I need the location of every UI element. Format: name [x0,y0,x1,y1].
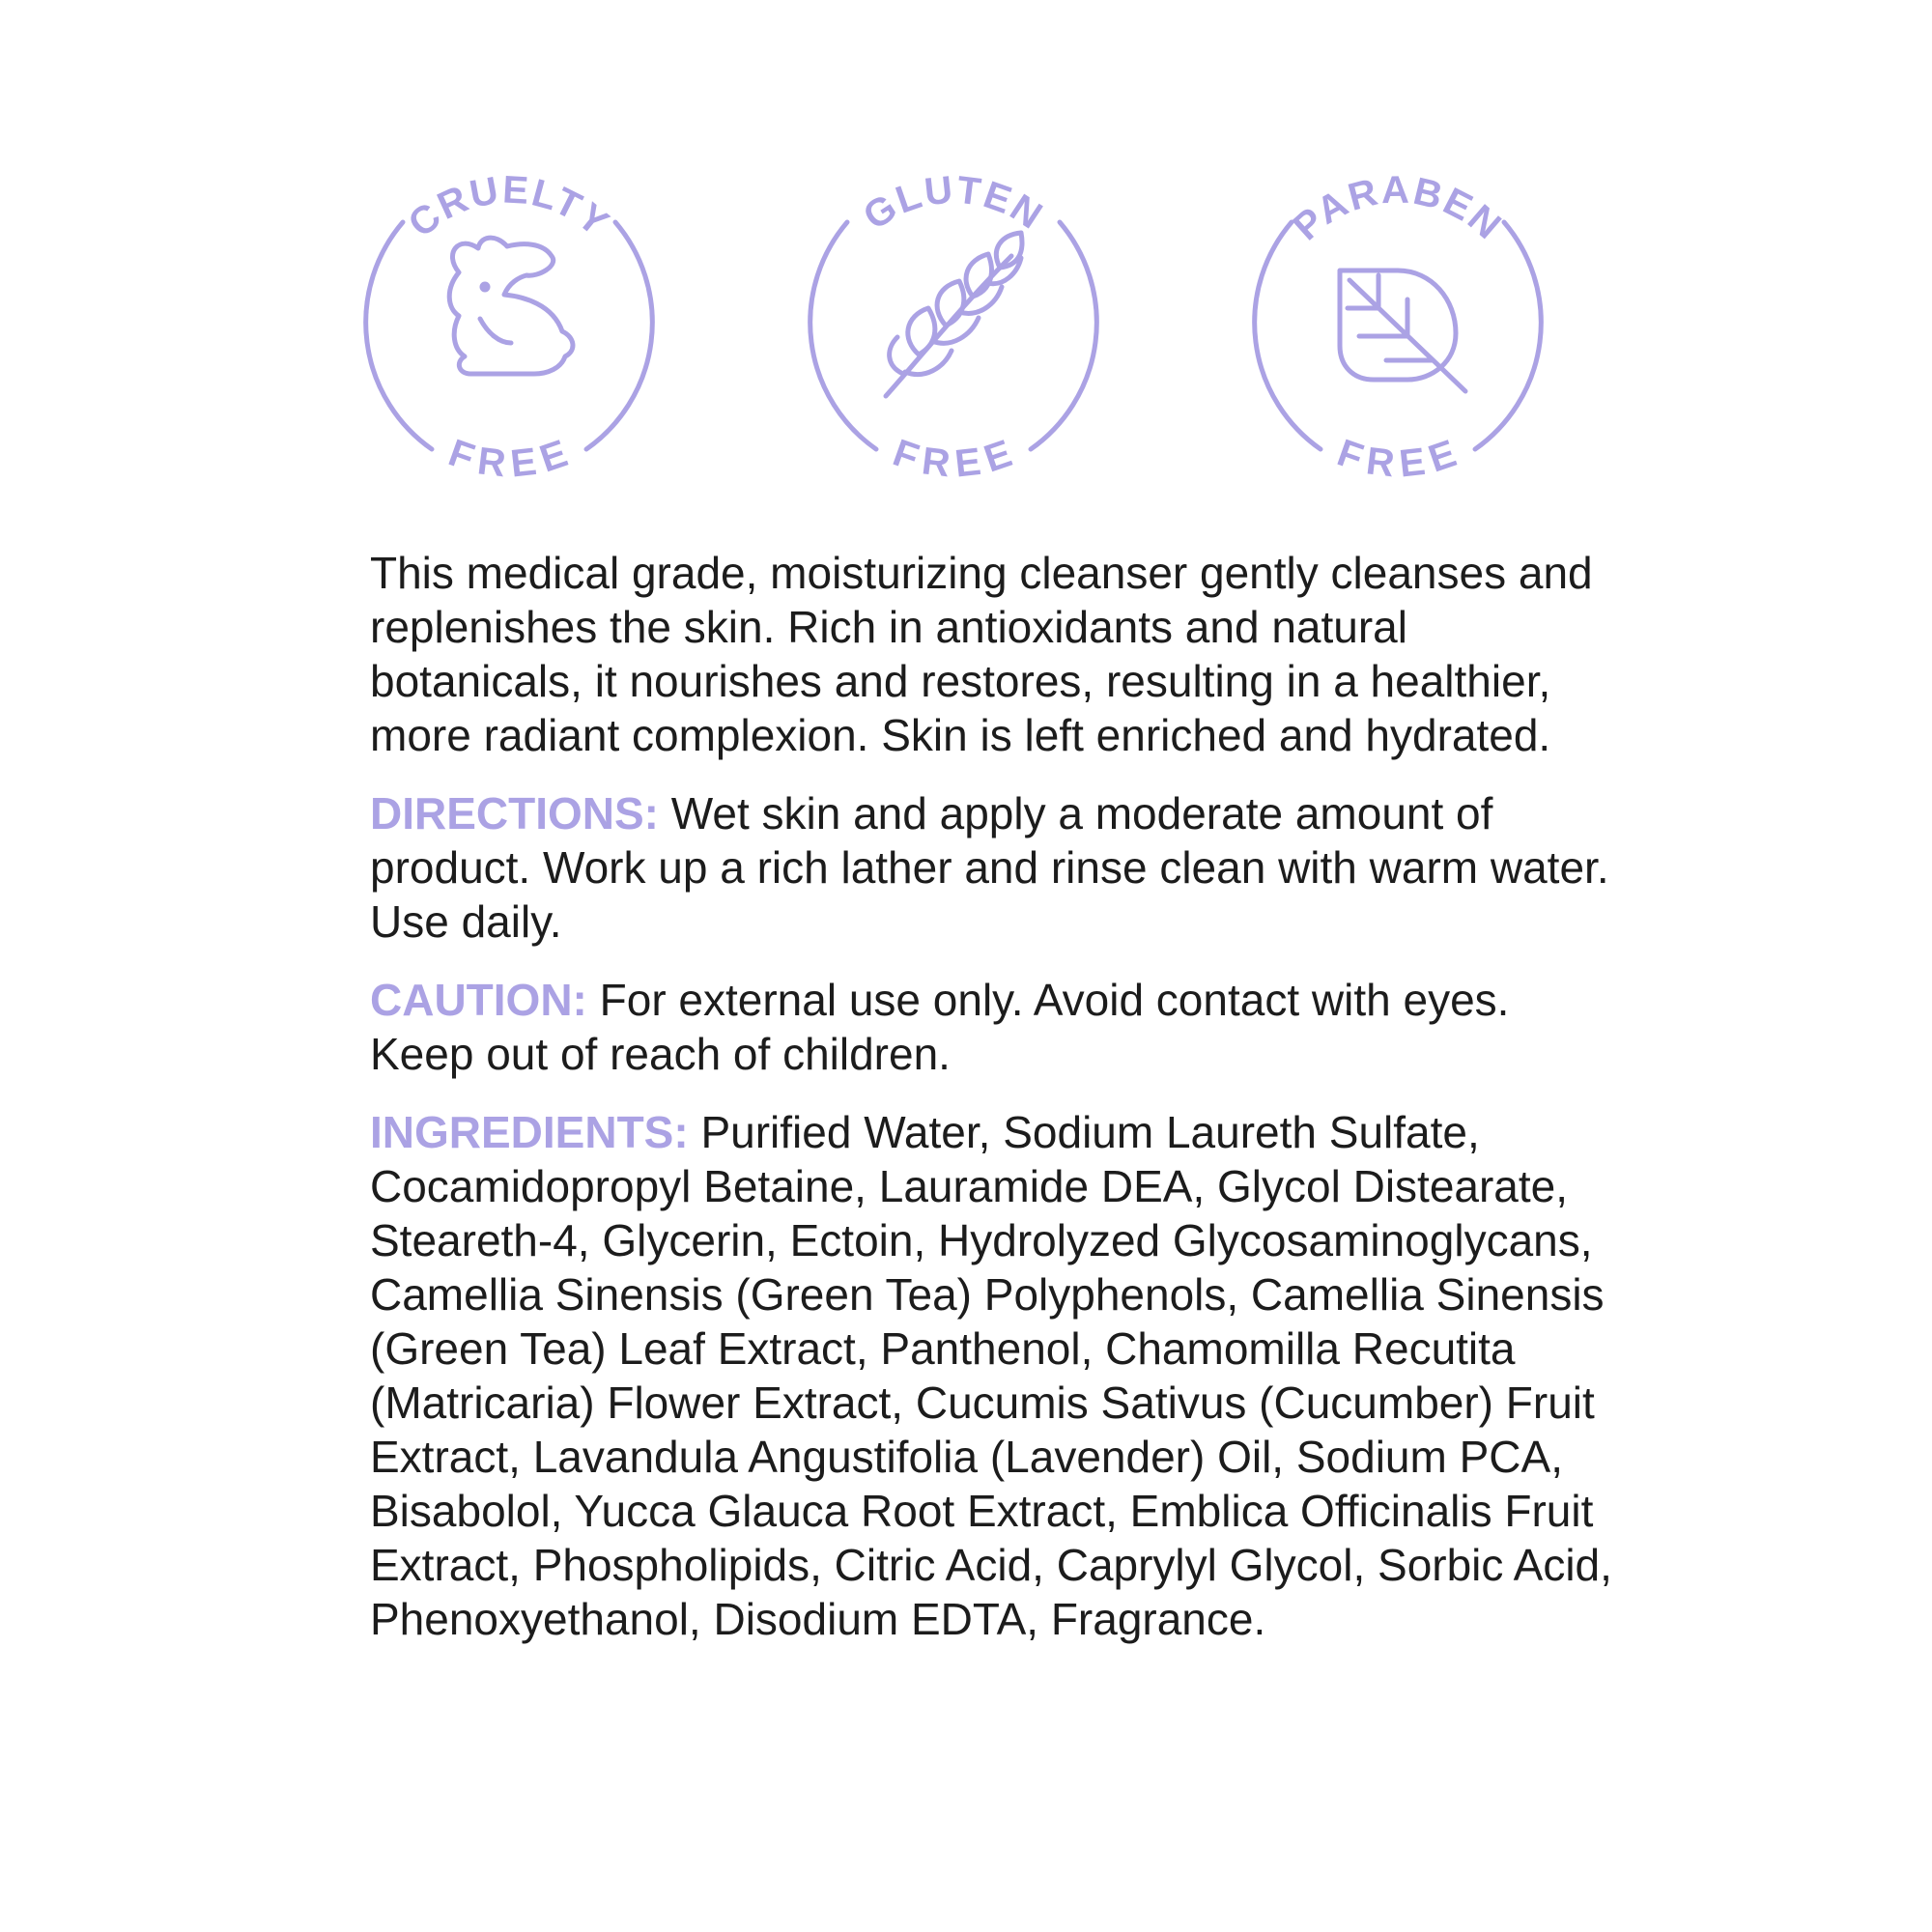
rabbit-icon [449,238,573,374]
leaf-icon [1340,270,1465,391]
badge-bottom-text: FREE [1331,431,1463,486]
ingredients-label: INGREDIENTS: [370,1107,689,1157]
ingredients-section [370,1105,1616,1646]
ingredients-text: Purified Water, Sodium Laureth Sulfate, Cocamidopropyl Betaine, Lauramide DEA, Glycol Distearate, Steareth-4, Glycerin, Ectoin, Hydrolyzed Glycosaminoglycans, Camellia Sinensis (Green Tea) Polyphenols, Camellia Sinensis (Green Tea) Leaf Extract, Panthenol, Chamomilla Recutita (Matricaria) Flower Extract, Cucumis Sativus (Cucumber) Fruit Extract, Lavandula Angustifolia (Lavender) Oil, Sodium PCA, Bisabolol, Yucca Glauca Root Extract, Emblica Officinalis Fruit Extract, Phospholipids, Citric Acid, Caprylyl Glycol, Sorbic Acid, Phenoxyethanol, Disodium EDTA, Fragrance. [370,1107,1612,1644]
gluten-free-badge-graphic [789,159,1118,488]
wheat-icon [886,233,1022,396]
gluten-free-badge [789,159,1118,488]
cruelty-free-badge-graphic [345,159,673,488]
badge-top-text: GLUTEN [856,168,1051,239]
paraben-free-badge-graphic [1234,159,1562,488]
directions-section [370,786,1616,949]
caution-text: For external use only. Avoid contact with eyes. Keep out of reach of children. [370,975,1510,1079]
directions-label: DIRECTIONS: [370,788,659,838]
caution-label: CAUTION: [370,975,587,1025]
product-info [370,546,1616,1670]
directions-text: Wet skin and apply a moderate amount of product. Work up a rich lather and rinse clean with warm water. Use daily. [370,788,1609,947]
badge-top-text: CRUELTY [400,168,618,246]
badge-bottom-text: FREE [442,431,575,486]
cruelty-free-badge [345,159,673,488]
caution-section [370,973,1616,1081]
badges-row [0,0,1932,522]
paraben-free-badge [1234,159,1562,488]
badge-bottom-text: FREE [887,431,1019,486]
product-description: This medical grade, moisturizing cleanser gently cleanses and replenishes the skin. Rich in antioxidants and natural botanicals, it nourishes and restores, resulting in a healthier, more radiant complexion. Skin is left enriched and hydrated. [370,548,1593,760]
badge-top-text: PARABEN [1285,168,1511,249]
